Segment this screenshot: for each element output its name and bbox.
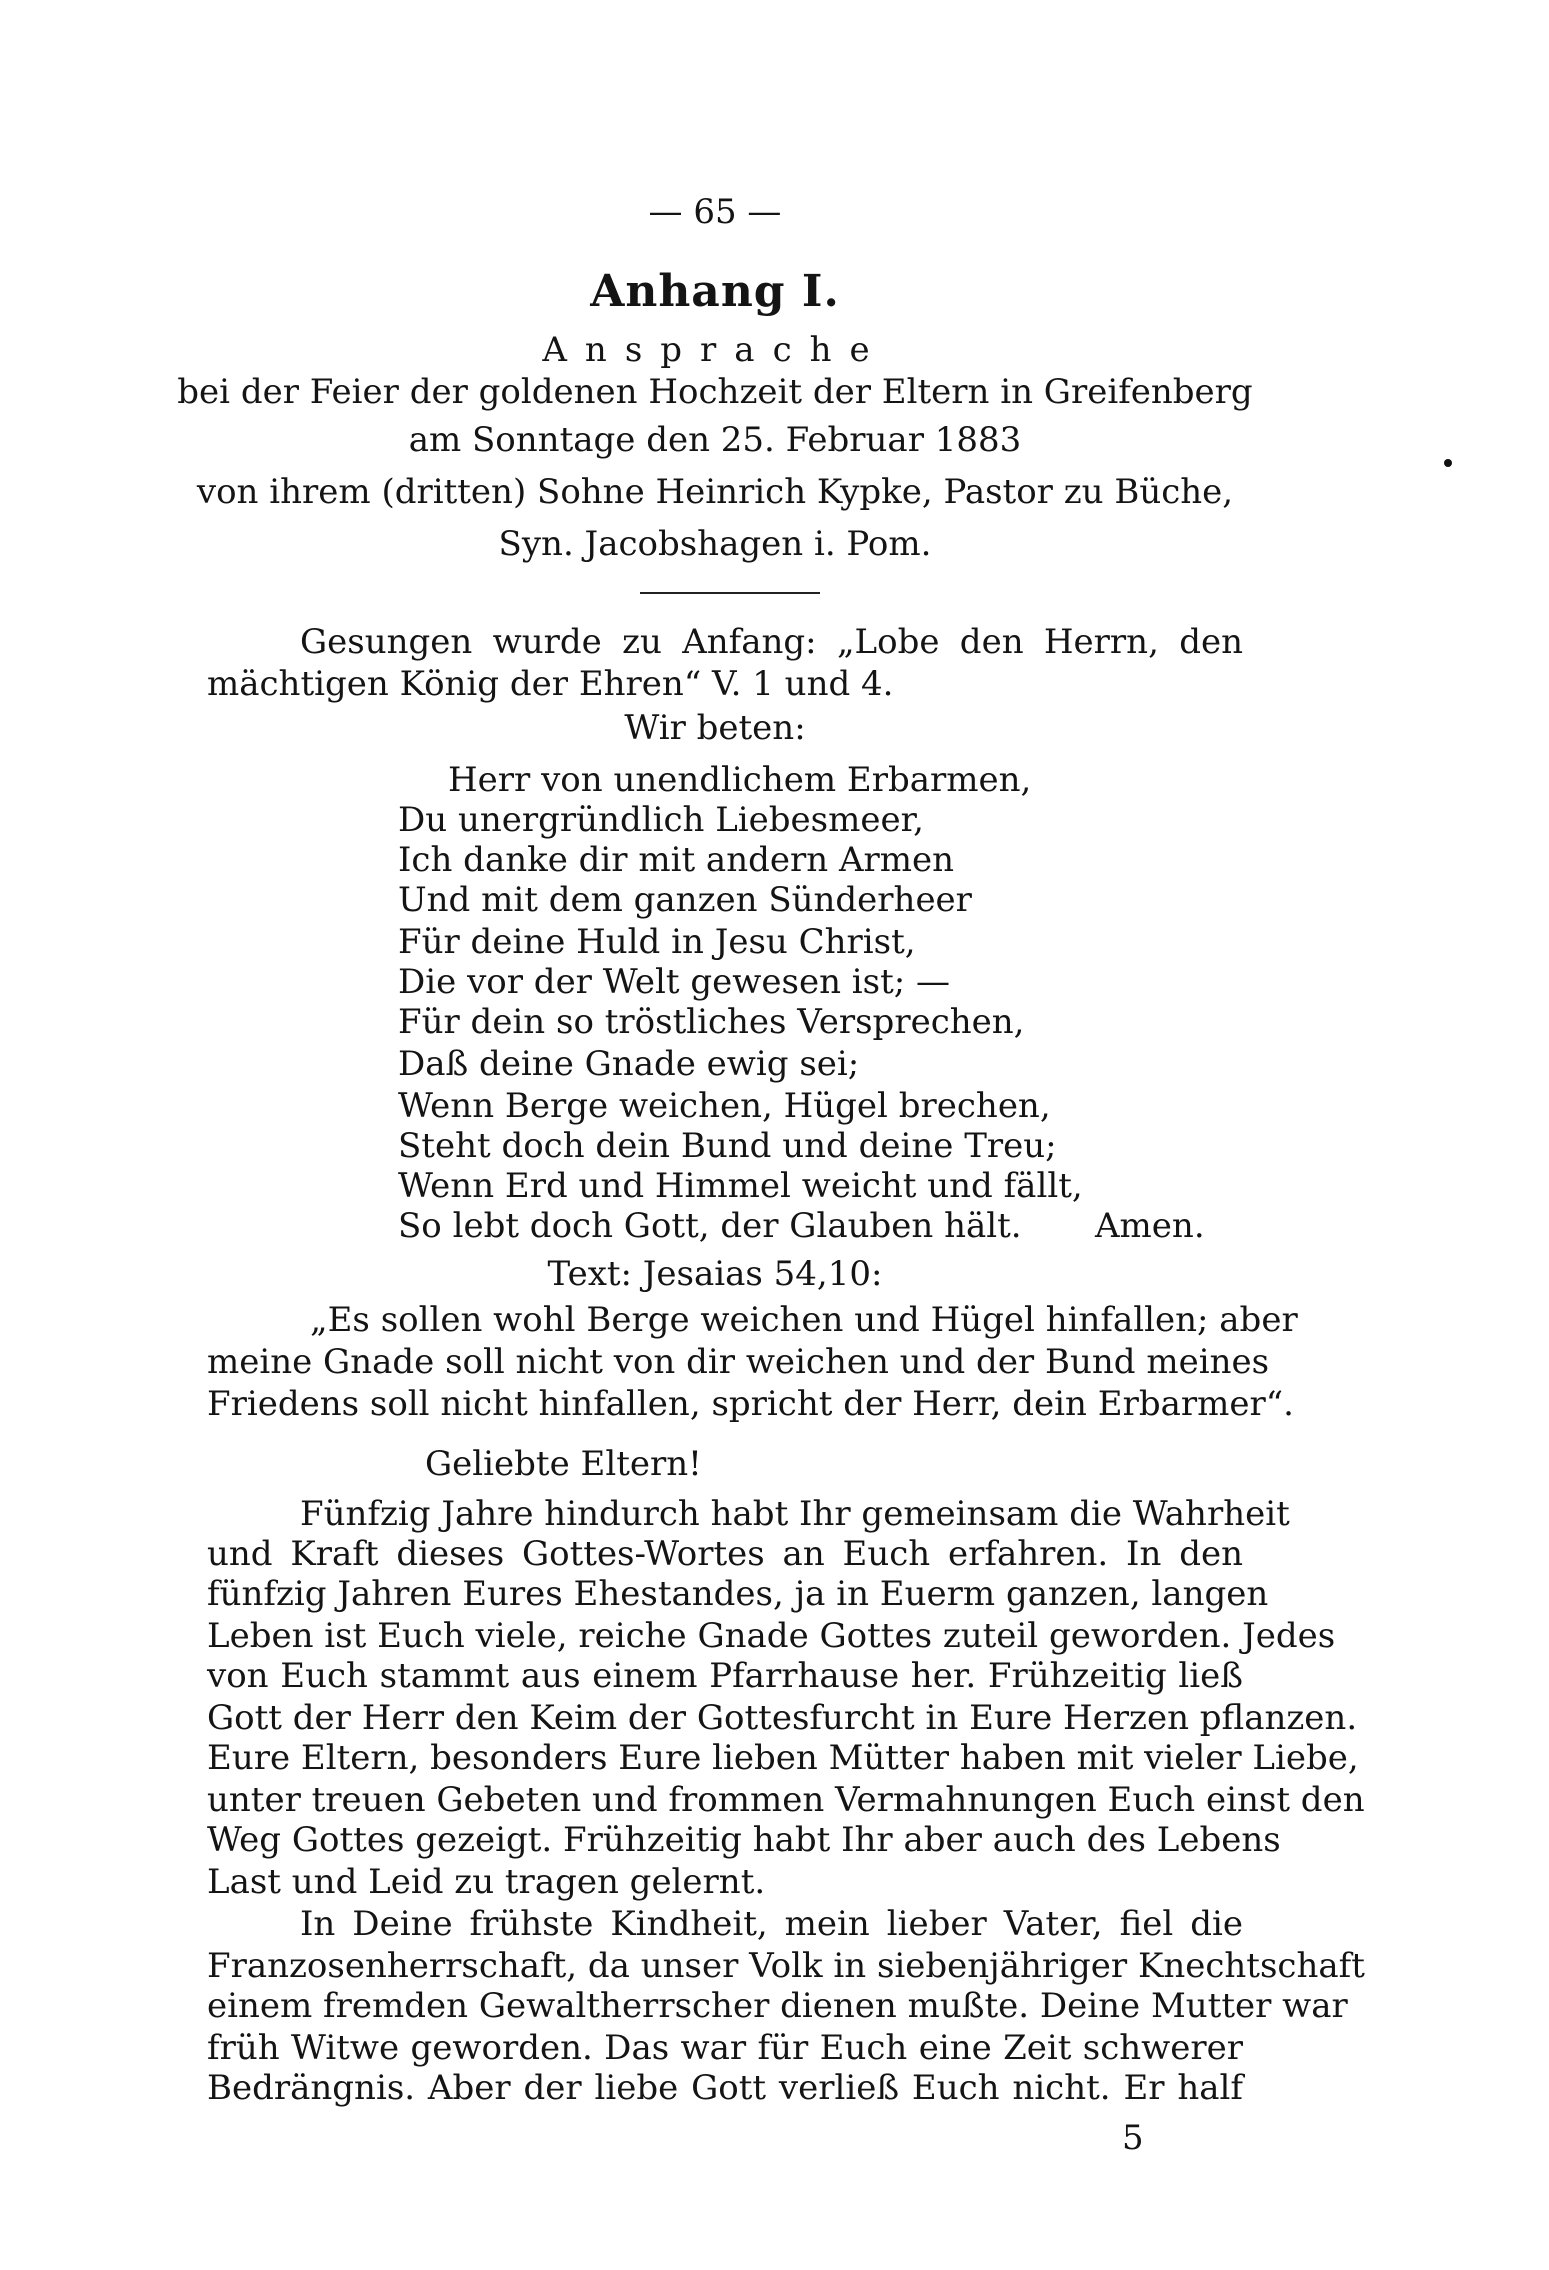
prayer-intro: Wir beten: — [624, 708, 806, 748]
text-reference: Text: Jesaias 54,10: — [547, 1254, 883, 1294]
body-line: Eure Eltern, besonders Eure lieben Mütter haben mit vieler Liebe, — [207, 1738, 1359, 1778]
verse-line: Du unergründlich Liebesmeer, — [398, 800, 924, 840]
verse-line: Wenn Berge weichen, Hügel brechen, — [398, 1086, 1051, 1126]
verse-line: Daß deine Gnade ewig sei; — [398, 1044, 860, 1084]
verse-line: Steht doch dein Bund und deine Treu; — [398, 1126, 1057, 1166]
verse-line: So lebt doch Gott, der Glauben hält. — [398, 1206, 1022, 1246]
body-line: und Kraft dieses Gottes-Wortes an Euch erfahren. In den — [207, 1534, 1243, 1574]
quote-line: „Es sollen wohl Berge weichen und Hügel hinfallen; aber — [310, 1300, 1298, 1340]
body-line: fünfzig Jahren Eures Ehestandes, ja in Euerm ganzen, langen — [207, 1574, 1269, 1614]
body-line: In Deine frühste Kindheit, mein lieber Vater, fiel die — [300, 1904, 1243, 1944]
quote-line: Friedens soll nicht hinfallen, spricht der Herr, dein Erbarmer“. — [207, 1384, 1294, 1424]
verse-line: Ich danke dir mit andern Armen — [398, 840, 955, 880]
signature-mark: 5 — [1122, 2118, 1144, 2158]
body-line: unter treuen Gebeten und frommen Vermahnungen Euch einst den — [207, 1780, 1365, 1820]
body-line: Last und Leid zu tragen gelernt. — [207, 1862, 766, 1902]
page-number: — 65 — — [648, 192, 782, 232]
sung-line: mächtigen König der Ehren“ V. 1 und 4. — [207, 664, 894, 704]
appendix-subheading: Ansprache — [542, 330, 888, 370]
salutation: Geliebte Eltern! — [425, 1444, 702, 1484]
intro-line: Syn. Jacobshagen i. Pom. — [498, 524, 932, 564]
sung-line: Gesungen wurde zu Anfang: „Lobe den Herrn, den — [300, 622, 1243, 662]
body-line: Weg Gottes gezeigt. Frühzeitig habt Ihr aber auch des Lebens — [207, 1820, 1281, 1860]
body-line: Leben ist Euch viele, reiche Gnade Gottes zuteil geworden. Jedes — [207, 1616, 1336, 1656]
verse-line: Für deine Huld in Jesu Christ, — [398, 922, 916, 962]
quote-line: meine Gnade soll nicht von dir weichen und der Bund meines — [207, 1342, 1270, 1382]
verse-line: Wenn Erd und Himmel weicht und fällt, — [398, 1166, 1083, 1206]
intro-line: bei der Feier der goldenen Hochzeit der Eltern in Greifenberg — [177, 372, 1253, 412]
body-line: von Euch stammt aus einem Pfarrhause her. Frühzeitig ließ — [207, 1656, 1243, 1696]
verse-line: Herr von unendlichem Erbarmen, — [448, 760, 1032, 800]
body-line: Fünfzig Jahre hindurch habt Ihr gemeinsam die Wahrheit — [300, 1494, 1290, 1534]
intro-line: von ihrem (dritten) Sohne Heinrich Kypke, Pastor zu Büche, — [196, 472, 1234, 512]
body-line: Gott der Herr den Keim der Gottesfurcht in Eure Herzen pflanzen. — [207, 1698, 1358, 1738]
verse-line: Für dein so tröstliches Versprechen, — [398, 1002, 1025, 1042]
body-line: Franzosenherrschaft, da unser Volk in siebenjähriger Knechtschaft — [207, 1946, 1365, 1986]
body-line: einem fremden Gewaltherrscher dienen mußte. Deine Mutter war — [207, 1986, 1348, 2026]
body-line: Bedrängnis. Aber der liebe Gott verließ Euch nicht. Er half — [207, 2068, 1243, 2108]
stray-mark — [1444, 459, 1452, 467]
verse-line: Die vor der Welt gewesen ist; — — [398, 962, 951, 1002]
appendix-heading: Anhang I. — [590, 266, 840, 317]
amen: Amen. — [1095, 1206, 1205, 1246]
intro-line: am Sonntage den 25. Februar 1883 — [408, 420, 1022, 460]
verse-line: Und mit dem ganzen Sünderheer — [398, 880, 972, 920]
divider-rule — [640, 592, 820, 594]
body-line: früh Witwe geworden. Das war für Euch eine Zeit schwerer — [207, 2028, 1243, 2068]
